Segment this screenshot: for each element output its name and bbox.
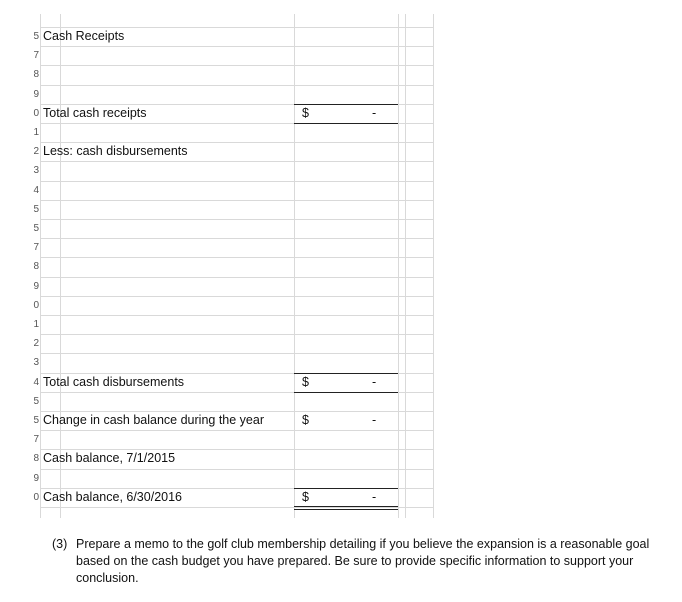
row-number: 3 bbox=[33, 165, 39, 176]
row-gridline bbox=[40, 200, 433, 201]
row-number: 9 bbox=[33, 473, 39, 484]
total-top-border bbox=[294, 373, 398, 374]
row-number: 2 bbox=[33, 338, 39, 349]
row-gridline bbox=[40, 430, 433, 431]
currency-symbol[interactable]: $ bbox=[302, 375, 309, 389]
column-gridline bbox=[433, 14, 434, 518]
column-gridline bbox=[40, 14, 41, 518]
amount-value[interactable]: - bbox=[372, 490, 377, 504]
row-label[interactable]: Total cash receipts bbox=[43, 106, 147, 120]
row-gridline bbox=[40, 353, 433, 354]
total-bottom-border bbox=[294, 392, 398, 393]
currency-symbol[interactable]: $ bbox=[302, 106, 309, 120]
row-number: 5 bbox=[33, 396, 39, 407]
row-label[interactable]: Change in cash balance during the year bbox=[43, 413, 264, 427]
row-gridline bbox=[40, 296, 433, 297]
row-gridline bbox=[40, 46, 433, 47]
memo-instruction bbox=[52, 536, 662, 587]
column-gridline bbox=[294, 14, 295, 518]
row-gridline bbox=[40, 334, 433, 335]
row-number: 5 bbox=[33, 415, 39, 426]
row-number: 5 bbox=[33, 204, 39, 215]
row-label[interactable]: Cash balance, 6/30/2016 bbox=[43, 490, 182, 504]
row-number: 1 bbox=[33, 319, 39, 330]
row-label[interactable]: Cash balance, 7/1/2015 bbox=[43, 451, 176, 465]
row-label[interactable]: Cash Receipts bbox=[43, 29, 125, 43]
row-number: 5 bbox=[33, 223, 39, 234]
row-number: 7 bbox=[33, 434, 39, 445]
row-number: 4 bbox=[33, 185, 39, 196]
total-top-border bbox=[294, 488, 398, 489]
row-number: 8 bbox=[33, 69, 39, 80]
memo-number: (3) bbox=[52, 537, 68, 551]
row-gridline bbox=[40, 181, 433, 182]
row-gridline bbox=[40, 257, 433, 258]
column-gridline bbox=[60, 14, 61, 518]
total-bottom-border bbox=[294, 123, 398, 124]
row-number: 0 bbox=[33, 492, 39, 503]
row-label[interactable]: Total cash disbursements bbox=[43, 375, 185, 389]
row-number: 9 bbox=[33, 281, 39, 292]
row-gridline bbox=[40, 277, 433, 278]
amount-value[interactable]: - bbox=[372, 106, 377, 120]
row-number: 8 bbox=[33, 261, 39, 272]
row-gridline bbox=[40, 219, 433, 220]
row-gridline bbox=[40, 85, 433, 86]
row-number: 0 bbox=[33, 300, 39, 311]
amount-value[interactable]: - bbox=[372, 413, 377, 427]
row-gridline bbox=[40, 161, 433, 162]
row-gridline bbox=[40, 469, 433, 470]
row-gridline bbox=[40, 238, 433, 239]
row-label[interactable]: Less: cash disbursements bbox=[43, 144, 188, 158]
row-number: 3 bbox=[33, 357, 39, 368]
currency-symbol[interactable]: $ bbox=[302, 413, 309, 427]
row-number: 8 bbox=[33, 453, 39, 464]
row-number: 9 bbox=[33, 89, 39, 100]
currency-symbol[interactable]: $ bbox=[302, 490, 309, 504]
row-number: 7 bbox=[33, 50, 39, 61]
total-top-border bbox=[294, 104, 398, 105]
row-number: 5 bbox=[33, 31, 39, 42]
row-gridline bbox=[40, 65, 433, 66]
row-number: 7 bbox=[33, 242, 39, 253]
row-gridline bbox=[40, 315, 433, 316]
row-number: 1 bbox=[33, 127, 39, 138]
double-bottom-border bbox=[294, 506, 398, 510]
amount-value[interactable]: - bbox=[372, 375, 377, 389]
row-number: 4 bbox=[33, 377, 39, 388]
column-gridline bbox=[405, 14, 406, 518]
column-gridline bbox=[398, 14, 399, 518]
row-number: 2 bbox=[33, 146, 39, 157]
memo-text: Prepare a memo to the golf club membership detailing if you believe the expansion is a reasonable goal based on the cash budget you have prepared. Be sure to provide specific information to support your conclusion. bbox=[76, 537, 650, 585]
row-number: 0 bbox=[33, 108, 39, 119]
